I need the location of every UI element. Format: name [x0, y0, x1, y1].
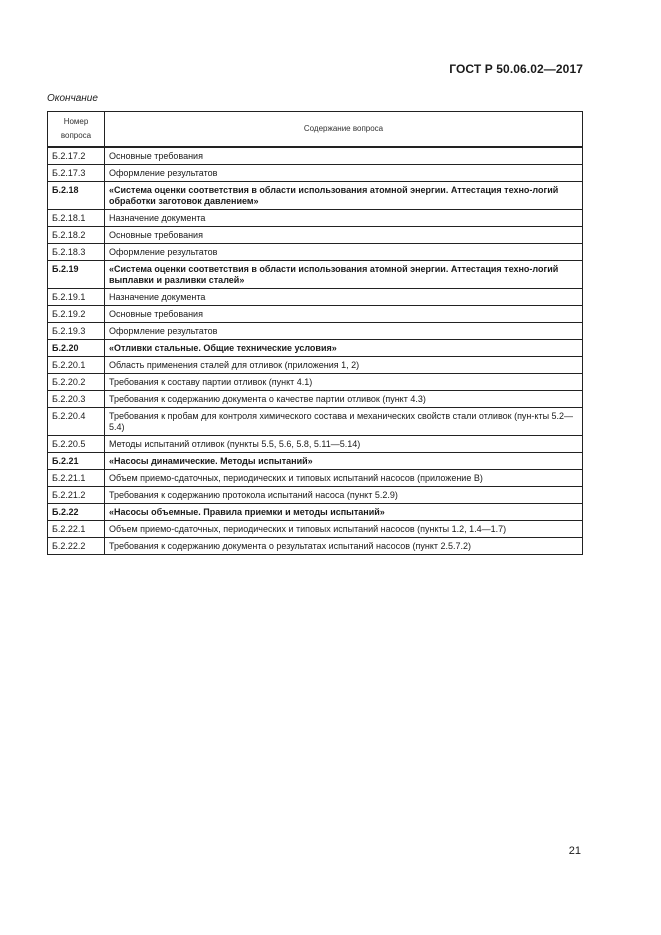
table-section-row [48, 340, 583, 357]
question-number-cell: Б.2.18.2 [48, 227, 105, 244]
table-row [48, 357, 583, 374]
question-number-cell: Б.2.18 [48, 182, 105, 210]
question-number-cell: Б.2.21 [48, 453, 105, 470]
table-row [48, 538, 583, 555]
question-content-cell: Объем приемо-сдаточных, периодических и типовых испытаний насосов (пункты 1.2, 1.4—1.7) [105, 521, 583, 538]
question-content-cell: Оформление результатов [105, 323, 583, 340]
question-content-cell: Основные требования [105, 306, 583, 323]
table-section-row [48, 261, 583, 289]
table-row [48, 165, 583, 182]
table-section-row [48, 182, 583, 210]
question-number-cell: Б.2.19.2 [48, 306, 105, 323]
question-content-cell: Основные требования [105, 227, 583, 244]
question-number-cell: Б.2.20 [48, 340, 105, 357]
question-number-cell: Б.2.22.2 [48, 538, 105, 555]
table-row [48, 470, 583, 487]
question-content-cell: «Насосы объемные. Правила приемки и методы испытаний» [105, 504, 583, 521]
question-content-cell: Оформление результатов [105, 244, 583, 261]
question-number-cell: Б.2.21.2 [48, 487, 105, 504]
question-content-cell: Требования к пробам для контроля химического состава и механических свойств стали отливок (пун-кты 5.2—5.4) [105, 408, 583, 436]
question-content-cell: Требования к содержанию документа о качестве партии отливок (пункт 4.3) [105, 391, 583, 408]
question-number-cell: Б.2.20.4 [48, 408, 105, 436]
question-number-cell: Б.2.21.1 [48, 470, 105, 487]
question-content-cell: Основные требования [105, 147, 583, 165]
question-number-cell: Б.2.22 [48, 504, 105, 521]
question-content-cell: Область применения сталей для отливок (приложения 1, 2) [105, 357, 583, 374]
question-content-cell: Объем приемо-сдаточных, периодических и типовых испытаний насосов (приложение В) [105, 470, 583, 487]
table-row [48, 374, 583, 391]
table-header-row [48, 112, 583, 148]
question-number-cell: Б.2.19.3 [48, 323, 105, 340]
question-number-cell: Б.2.17.2 [48, 147, 105, 165]
question-content-cell: Назначение документа [105, 210, 583, 227]
question-content-cell: «Отливки стальные. Общие технические условия» [105, 340, 583, 357]
page-number: 21 [568, 845, 581, 857]
table-row [48, 487, 583, 504]
question-content-cell: «Насосы динамические. Методы испытаний» [105, 453, 583, 470]
question-number-cell: Б.2.20.2 [48, 374, 105, 391]
column-header-content: Содержание вопроса [105, 112, 583, 148]
question-number-cell: Б.2.19 [48, 261, 105, 289]
table-row [48, 227, 583, 244]
question-content-cell: Оформление результатов [105, 165, 583, 182]
question-number-cell: Б.2.17.3 [48, 165, 105, 182]
table-section-row [48, 453, 583, 470]
table-row [48, 521, 583, 538]
table-row [48, 147, 583, 165]
table-row [48, 408, 583, 436]
question-number-cell: Б.2.18.1 [48, 210, 105, 227]
question-number-cell: Б.2.20.3 [48, 391, 105, 408]
question-content-cell: Требования к содержанию протокола испытаний насоса (пункт 5.2.9) [105, 487, 583, 504]
question-content-cell: Требования к содержанию документа о результатах испытаний насосов (пункт 2.5.7.2) [105, 538, 583, 555]
table-row [48, 210, 583, 227]
table-section-row [48, 504, 583, 521]
question-content-cell: Назначение документа [105, 289, 583, 306]
question-number-cell: Б.2.20.5 [48, 436, 105, 453]
table-continuation-label: Окончание [47, 93, 98, 104]
table-row [48, 306, 583, 323]
question-content-cell: «Система оценки соответствия в области использования атомной энергии. Аттестация техно-логий обработки заготовок давлением» [105, 182, 583, 210]
question-number-cell: Б.2.22.1 [48, 521, 105, 538]
table-row [48, 289, 583, 306]
document-standard-header: ГОСТ Р 50.06.02—2017 [449, 62, 583, 76]
question-content-cell: Методы испытаний отливок (пункты 5.5, 5.6, 5.8, 5.11—5.14) [105, 436, 583, 453]
table-row [48, 436, 583, 453]
table-row [48, 244, 583, 261]
table-row [48, 391, 583, 408]
table-row [48, 323, 583, 340]
question-content-cell: «Система оценки соответствия в области использования атомной энергии. Аттестация техно-логий выплавки и разливки сталей» [105, 261, 583, 289]
question-number-cell: Б.2.19.1 [48, 289, 105, 306]
questions-table [47, 111, 583, 555]
question-number-cell: Б.2.18.3 [48, 244, 105, 261]
column-header-number: Номер вопроса [48, 112, 105, 148]
question-number-cell: Б.2.20.1 [48, 357, 105, 374]
table-body [48, 147, 583, 555]
question-content-cell: Требования к составу партии отливок (пункт 4.1) [105, 374, 583, 391]
